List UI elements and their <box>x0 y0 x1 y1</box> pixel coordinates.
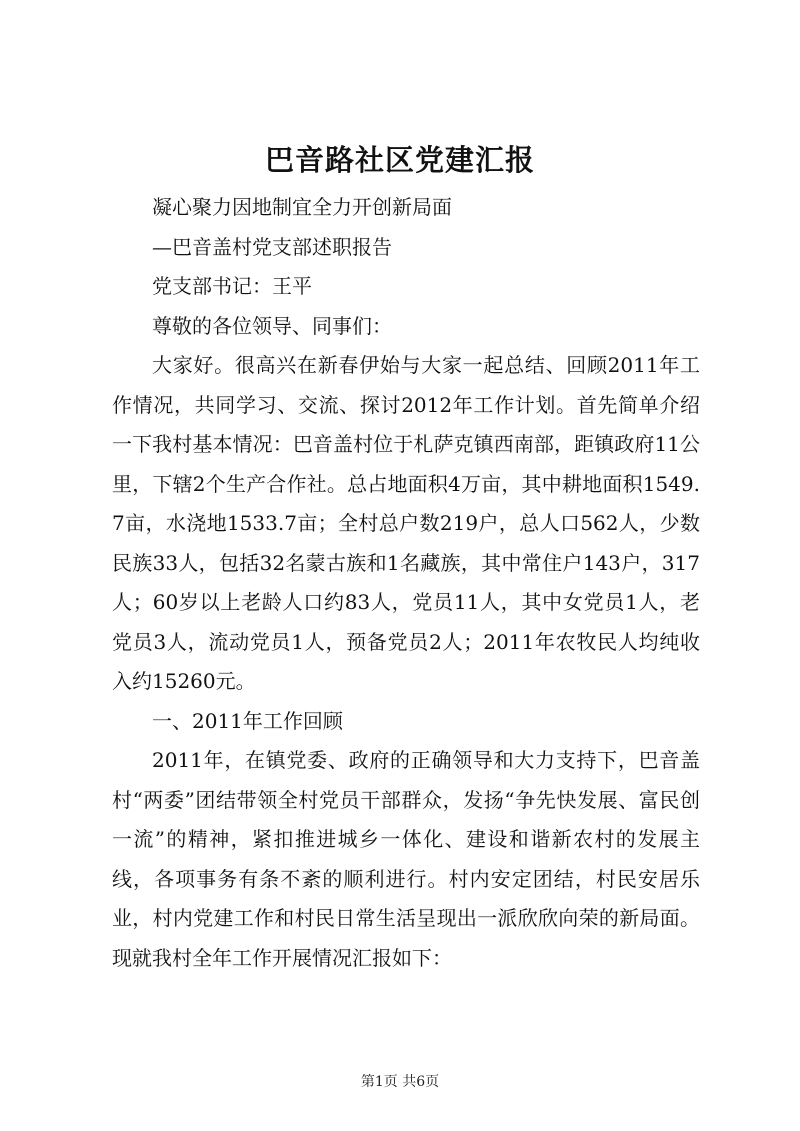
report-heading: —巴音盖村党支部述职报告 <box>152 234 392 259</box>
section-heading: 一、2011年工作回顾 <box>152 708 343 733</box>
document-title: 巴音路社区党建汇报 <box>264 143 535 177</box>
author-line: 党支部书记：王平 <box>152 274 312 298</box>
document-body <box>112 188 700 978</box>
intro-paragraph: 大家好。很高兴在新春伊始与大家一起总结、回顾2011年工作情况，共同学习、交流、探讨2012年工作计划。首先简单介绍一下我村基本情况：巴音盖村位于札萨克镇西南部，距镇政府11公里，下辖2个生产合作社。总占地面积4万亩，其中耕地面积1549.7亩，水浇地1533.7亩；全村总户数219户，总人口562人，少数民族33人，包括32名蒙古族和1名藏族，其中常住户143户，317人；60岁以上老龄人口约83人，党员11人，其中女党员1人，老党员3人，流动党员1人，预备党员2人；2011年农牧民人均纯收入约15260元。 <box>112 353 700 693</box>
subtitle: 凝心聚力因地制宜全力开创新局面 <box>152 195 452 219</box>
page-footer: 第1页 共6页 <box>360 1074 440 1090</box>
salutation: 尊敬的各位领导、同事们： <box>152 313 392 338</box>
review-paragraph: 2011年，在镇党委、政府的正确领导和大力支持下，巴音盖村“两委”团结带领全村党员干部群众，发扬“争先快发展、富民创一流”的精神，紧扣推进城乡一体化、建设和谐新农村的发展主线，各项事务有条不紊的顺利进行。村内安定团结，村民安居乐业，村内党建工作和村民日常生活呈现出一派欣欣向荣的新局面。现就我村全年工作开展情况汇报如下： <box>112 748 700 970</box>
